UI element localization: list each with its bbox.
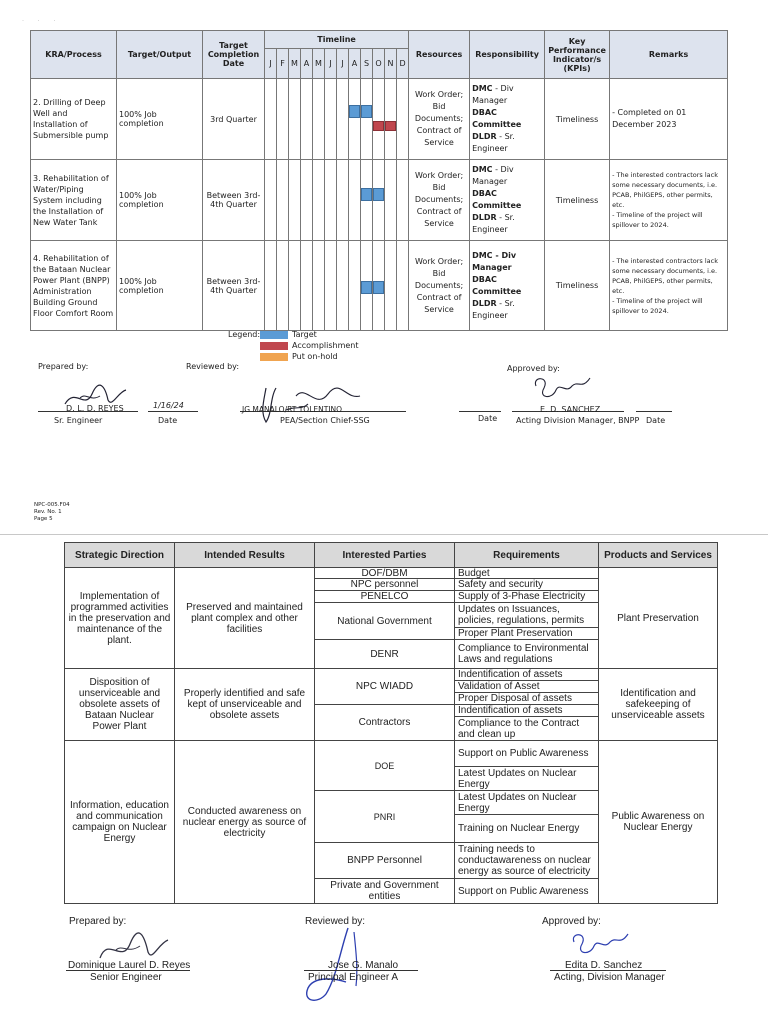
month-header: J <box>337 49 349 79</box>
products-cell: Plant Preservation <box>599 568 717 669</box>
requirement-cell: Support on Public Awareness <box>455 879 599 903</box>
target-cell: 100% Job completion <box>117 160 203 241</box>
month-cell <box>397 160 409 241</box>
signature-sanchez-icon <box>530 372 600 406</box>
requirement-cell: Training on Nuclear Energy <box>455 815 599 843</box>
month-header: J <box>325 49 337 79</box>
resources-cell: Work Order; Bid Documents; Contract of Service <box>409 241 470 331</box>
month-header: M <box>289 49 301 79</box>
month-cell <box>313 160 325 241</box>
resp-desc: - Div Manager <box>472 84 514 105</box>
remark-text: - The interested contractors lack some necessary documents, i.e. PCAB, PhilGEPS, other permits, etc. <box>612 256 718 295</box>
month-cell <box>325 79 337 160</box>
action-plan-table <box>30 30 728 331</box>
month-cell <box>385 241 397 331</box>
requirement-cell: Training needs to conductawareness on nuclear energy as source of electricity <box>455 843 599 879</box>
reviewed-title: Principal Engineer A <box>308 972 399 983</box>
approved-title: Acting, Division Manager <box>554 972 665 983</box>
revision-number: Rev. No. 1 <box>34 509 62 515</box>
month-cell <box>289 79 301 160</box>
page-divider <box>0 534 768 535</box>
month-cell <box>277 160 289 241</box>
table-row <box>31 79 728 160</box>
month-cell <box>361 79 373 160</box>
month-cell <box>385 79 397 160</box>
accomplishment-bar <box>385 121 396 131</box>
month-header: S <box>361 49 373 79</box>
target-bar <box>361 188 372 201</box>
resp-desc: - Sr. Engineer <box>472 298 515 320</box>
month-cell <box>301 79 313 160</box>
prepared-title: Sr. Engineer <box>54 416 103 425</box>
strategic-direction-table <box>64 542 718 904</box>
legend-label: Target <box>292 330 317 339</box>
prepared-name: Dominique Laurel D. Reyes <box>68 960 191 971</box>
target-bar <box>361 105 372 118</box>
approved-title: Acting Division Manager, BNPP <box>516 416 640 425</box>
target-cell: 100% Job completion <box>117 79 203 160</box>
table-row <box>31 160 728 241</box>
remark-text: - The interested contractors lack some necessary documents, i.e. PCAB, PhilGEPS, other permits, etc. <box>612 171 718 209</box>
header-interested-parties: Interested Parties <box>315 543 455 568</box>
target-bar <box>361 281 372 294</box>
kpi-cell: Timeliness <box>545 241 610 331</box>
intended-results-cell: Conducted awareness on nuclear energy as source of electricity <box>175 741 315 903</box>
requirement-cell: Support on Public Awareness <box>455 741 599 767</box>
party-cell: PENELCO <box>315 591 455 603</box>
requirement-cell: Proper Plant Preservation <box>455 628 599 640</box>
party-cell: BNPP Personnel <box>315 843 455 879</box>
header-requirements: Requirements <box>455 543 599 568</box>
date-line <box>459 411 501 412</box>
requirement-cell: Proper Disposal of assets <box>455 693 599 705</box>
legend-title: Legend: <box>228 330 261 339</box>
legend-swatch <box>260 353 288 361</box>
month-cell <box>373 160 385 241</box>
target-bar <box>373 188 384 201</box>
approved-by-label: Approved by: <box>542 916 601 927</box>
reviewed-name: Jose G. Manalo <box>328 960 399 971</box>
completion-cell: Between 3rd-4th Quarter <box>203 160 265 241</box>
party-cell: Contractors <box>315 705 455 741</box>
approved-by-label: Approved by: <box>507 364 560 373</box>
resp-desc: - Sr. Engineer <box>472 213 515 234</box>
header-resources: Resources <box>409 31 470 79</box>
responsibility-cell <box>470 79 545 160</box>
target-bar <box>349 105 360 118</box>
legend-item <box>260 341 359 350</box>
month-cell <box>265 79 277 160</box>
month-cell <box>325 160 337 241</box>
header-intended-results: Intended Results <box>175 543 315 568</box>
date-line <box>148 411 198 412</box>
reviewed-by-label: Reviewed by: <box>186 362 240 371</box>
date-label: Date <box>646 416 666 425</box>
resp-desc: - Div Manager <box>472 165 514 186</box>
remarks-cell <box>610 241 728 331</box>
remarks-cell <box>610 160 728 241</box>
month-header: J <box>265 49 277 79</box>
remarks-cell <box>610 79 728 160</box>
month-header: A <box>301 49 313 79</box>
resp-role: DLDR <box>472 298 497 308</box>
kra-cell: 2. Drilling of Deep Well and Installation of Submersible pump <box>31 79 117 160</box>
date-label: Date <box>158 416 178 425</box>
party-cell: DOF/DBM <box>315 568 455 579</box>
header-strategic-direction: Strategic Direction <box>65 543 175 568</box>
prepared-name: D. L. D. REYES <box>66 404 124 413</box>
legend-item <box>260 352 338 361</box>
resources-cell: Work Order; Bid Documents; Contract of Service <box>409 79 470 160</box>
month-cell <box>361 241 373 331</box>
table-row <box>31 241 728 331</box>
party-cell: NPC personnel <box>315 579 455 591</box>
reviewed-by-label: Reviewed by: <box>305 916 366 927</box>
month-header: O <box>373 49 385 79</box>
party-cell: Private and Government entities <box>315 879 455 903</box>
responsibility-cell <box>470 241 545 331</box>
party-cell: NPC WIADD <box>315 669 455 705</box>
month-cell <box>313 241 325 331</box>
page-number: Page 5 <box>34 516 53 522</box>
header-products-services: Products and Services <box>599 543 717 568</box>
header-kpi: Key Performance Indicator/s (KPIs) <box>545 31 610 79</box>
kpi-cell: Timeliness <box>545 79 610 160</box>
legend-label: Put on-hold <box>292 352 338 361</box>
month-cell <box>325 241 337 331</box>
intended-results-cell: Preserved and maintained plant complex and other facilities <box>175 568 315 669</box>
month-header: F <box>277 49 289 79</box>
requirement-cell: Compliance to the Contract and clean up <box>455 717 599 741</box>
products-cell: Public Awareness on Nuclear Energy <box>611 811 705 833</box>
month-cell <box>337 79 349 160</box>
resp-role: DMC - Div Manager <box>472 250 517 272</box>
party-cell: DOE <box>315 741 455 791</box>
resources-cell: Work Order; Bid Documents; Contract of Service <box>409 160 470 241</box>
resp-role: DMC <box>472 165 493 174</box>
requirement-cell: Compliance to Environmental Laws and regulations <box>455 640 599 669</box>
target-cell: 100% Job completion <box>117 241 203 331</box>
resp-role: DLDR <box>472 132 497 141</box>
date-label: Date <box>478 414 498 423</box>
reviewed-name: JG MANALO/RT TOLENTINO <box>242 405 343 414</box>
remark-text: - Timeline of the project will spillover to 2024. <box>612 296 703 315</box>
month-cell <box>373 79 385 160</box>
header-target: Target/Output <box>117 31 203 79</box>
requirement-cell: Safety and security <box>455 579 599 591</box>
strategic-direction-cell: Disposition of unserviceable and obsolete assets of Bataan Nuclear Power Plant <box>65 669 175 741</box>
intended-results-cell: Properly identified and safe kept of unserviceable and obsolete assets <box>175 669 315 741</box>
month-cell <box>265 160 277 241</box>
kra-cell: 3. Rehabilitation of Water/Piping System including the Installation of New Water Tank <box>31 160 117 241</box>
prepared-date-value: 1/16/24 <box>153 401 184 410</box>
approved-name: Edita D. Sanchez <box>565 960 643 971</box>
resp-role: DLDR <box>472 213 497 222</box>
header-kra: KRA/Process <box>31 31 117 79</box>
strategic-direction-cell: Information, education and communication campaign on Nuclear Energy <box>65 741 175 903</box>
kpi-cell: Timeliness <box>545 160 610 241</box>
month-header: N <box>385 49 397 79</box>
scan-artifact: · · · <box>22 18 62 24</box>
legend-swatch <box>260 331 288 339</box>
month-cell <box>337 241 349 331</box>
signature-sanchez-icon <box>568 928 634 960</box>
resp-desc: - Sr. Engineer <box>472 132 515 153</box>
remark-text: - Completed on 01 December 2023 <box>612 108 687 129</box>
month-cell <box>397 79 409 160</box>
header-completion: Target Completion Date <box>203 31 265 79</box>
month-cell <box>289 241 301 331</box>
party-cell: DENR <box>315 640 455 669</box>
month-cell <box>349 79 361 160</box>
legend-label: Accomplishment <box>292 341 359 350</box>
remark-text: - Timeline of the project will spillover to 2024. <box>612 211 703 229</box>
month-cell <box>277 241 289 331</box>
header-responsibility: Responsibility <box>470 31 545 79</box>
month-cell <box>385 160 397 241</box>
legend-swatch <box>260 342 288 350</box>
form-number: NPC-005.F04 <box>34 502 70 508</box>
month-cell <box>265 241 277 331</box>
month-cell <box>373 241 385 331</box>
requirement-cell: Indentification of assets <box>455 669 599 681</box>
completion-cell: Between 3rd-4th Quarter <box>203 241 265 331</box>
month-cell <box>277 79 289 160</box>
approved-name: E. D. SANCHEZ <box>540 405 601 414</box>
requirement-cell: Updates on Issuances, policies, regulations, permits <box>455 603 599 628</box>
products-cell: Identification and safekeeping of unserviceable assets <box>599 669 717 741</box>
prepared-by-label: Prepared by: <box>69 916 127 927</box>
month-cell <box>397 241 409 331</box>
requirement-cell: Latest Updates on Nuclear Energy <box>455 791 599 815</box>
target-bar <box>373 281 384 294</box>
requirement-cell: Budget <box>455 568 599 579</box>
month-header: D <box>397 49 409 79</box>
requirement-cell: Latest Updates on Nuclear Energy <box>455 767 599 791</box>
resp-role: DMC <box>472 84 493 93</box>
header-remarks: Remarks <box>610 31 728 79</box>
resp-role: DBAC Committee <box>472 274 522 296</box>
month-cell <box>301 241 313 331</box>
month-cell <box>289 160 301 241</box>
date-line <box>636 411 672 412</box>
month-cell <box>301 160 313 241</box>
prepared-title: Senior Engineer <box>90 972 162 983</box>
requirement-cell: Supply of 3-Phase Electricity <box>455 591 599 603</box>
kra-cell: 4. Rehabilitation of the Bataan Nuclear Power Plant (BNPP) Administration Building Ground Floor Comfort Room <box>31 241 117 331</box>
month-header: A <box>349 49 361 79</box>
month-cell <box>349 241 361 331</box>
form-footer <box>34 502 70 523</box>
month-cell <box>349 160 361 241</box>
party-cell: PNRI <box>315 791 455 843</box>
party-cell: National Government <box>315 603 455 640</box>
month-cell <box>361 160 373 241</box>
month-cell <box>313 79 325 160</box>
resp-role: DBAC Committee <box>472 189 522 210</box>
requirement-cell: Indentification of assets <box>455 705 599 717</box>
strategic-direction-cell: Implementation of programmed activities in the preservation and maintenance of the plant. <box>65 568 175 669</box>
completion-cell: 3rd Quarter <box>203 79 265 160</box>
responsibility-cell <box>470 160 545 241</box>
resp-role: DBAC Committee <box>472 108 522 129</box>
legend-item <box>260 330 317 339</box>
requirement-cell: Validation of Asset <box>455 681 599 693</box>
prepared-by-label: Prepared by: <box>38 362 89 371</box>
month-cell <box>337 160 349 241</box>
header-timeline: Timeline <box>265 31 409 49</box>
accomplishment-bar <box>373 121 384 131</box>
reviewed-title: PEA/Section Chief-SSG <box>280 416 370 425</box>
month-header: M <box>313 49 325 79</box>
